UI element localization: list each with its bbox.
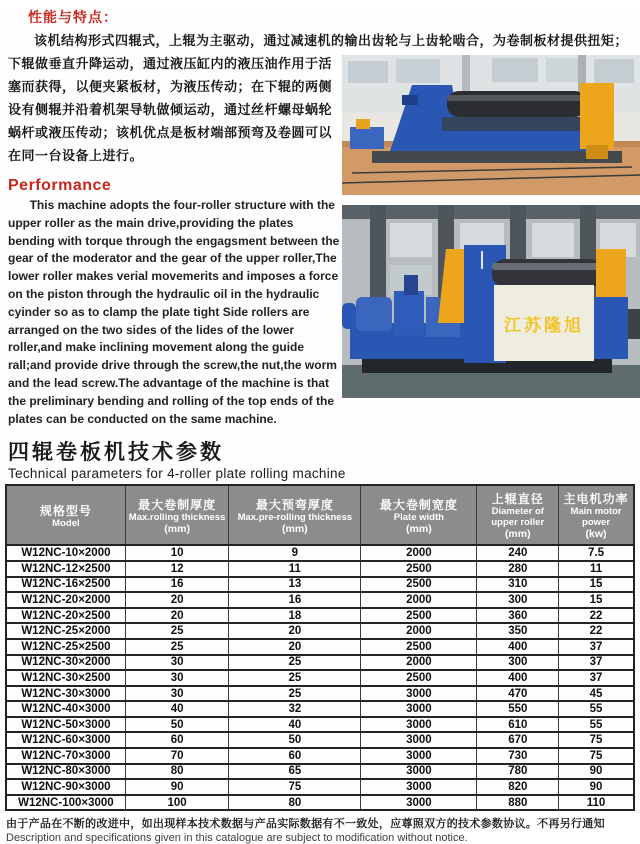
table-row: [6, 717, 634, 733]
table-row: [6, 764, 634, 780]
table-row: [6, 545, 634, 561]
table-cell: 2000: [361, 545, 477, 561]
table-cell: 30: [125, 670, 229, 686]
table-cell: 780: [477, 764, 559, 780]
column-header: 最大预弯厚度 Max.pre-rolling thickness (mm): [229, 485, 361, 545]
parameters-table: [5, 484, 635, 811]
upper-roller: [447, 91, 587, 117]
table-cell: 25: [125, 623, 229, 639]
table-cell: 37: [559, 670, 634, 686]
table-cell: W12NC-20×2000: [6, 592, 125, 608]
table-cell: 2500: [361, 670, 477, 686]
catalog-page: [0, 7, 640, 844]
table-cell: 20: [125, 608, 229, 624]
table-cell: 3000: [361, 686, 477, 702]
table-cell: 2000: [361, 623, 477, 639]
table-cell: 55: [559, 701, 634, 717]
table-cell: W12NC-40×3000: [6, 701, 125, 717]
table-cell: 65: [229, 764, 361, 780]
table-cell: W12NC-20×2500: [6, 608, 125, 624]
table-cell: W12NC-70×3000: [6, 748, 125, 764]
table-cell: 37: [559, 655, 634, 671]
table-row: [6, 608, 634, 624]
photo-column: [340, 52, 640, 398]
intro-paragraph-line1: 该机结构形式四辊式，上辊为主驱动，通过减速机的输出齿轮与上齿轮啮合，为卷制板材提供扭矩；: [34, 33, 629, 48]
table-cell: 3000: [361, 701, 477, 717]
table-cell: 880: [477, 795, 559, 811]
table-cell: W12NC-90×3000: [6, 779, 125, 795]
table-cell: 13: [229, 577, 361, 593]
table-cell: W12NC-60×3000: [6, 732, 125, 748]
machine-photo-branded: [342, 205, 640, 398]
table-cell: 110: [559, 795, 634, 811]
table-cell: W12NC-30×3000: [6, 686, 125, 702]
table-cell: W12NC-80×3000: [6, 764, 125, 780]
table-cell: 670: [477, 732, 559, 748]
table-row: [6, 779, 634, 795]
footer-note-zh: 由于产品在不断的改进中，如出现样本技术数据与产品实际数据有不一致处，应尊照双方的技术参数协议。不再另行通知: [6, 818, 605, 831]
table-cell: 550: [477, 701, 559, 717]
table-cell: 90: [125, 779, 229, 795]
table-cell: 90: [559, 764, 634, 780]
table-cell: 3000: [361, 764, 477, 780]
table-cell: 20: [229, 623, 361, 639]
table-cell: 11: [229, 561, 361, 577]
table-cell: 18: [229, 608, 361, 624]
table-header-row: [6, 485, 634, 545]
table-cell: 16: [229, 592, 361, 608]
table-cell: 2500: [361, 561, 477, 577]
performance-heading: Performance: [8, 177, 112, 194]
column-header: 最大卷制宽度 Plate width (mm): [361, 485, 477, 545]
column-header: 上辊直径 Diameter of upper roller (mm): [477, 485, 559, 545]
table-cell: 25: [229, 670, 361, 686]
table-cell: 15: [559, 592, 634, 608]
table-cell: 400: [477, 639, 559, 655]
column-header: 规格型号 Model: [6, 485, 125, 545]
column-header: 最大卷制厚度 Max.rolling thickness (mm): [125, 485, 229, 545]
table-cell: W12NC-16×2500: [6, 577, 125, 593]
table-cell: 25: [229, 655, 361, 671]
table-row: [6, 623, 634, 639]
table-cell: 40: [125, 701, 229, 717]
table-cell: W12NC-10×2000: [6, 545, 125, 561]
section-title-en: Technical parameters for 4-roller plate rolling machine: [8, 466, 346, 482]
table-cell: 610: [477, 717, 559, 733]
text-column: [8, 52, 340, 428]
table-cell: 50: [125, 717, 229, 733]
upper-two-column-area: [8, 52, 640, 428]
table-cell: 3000: [361, 779, 477, 795]
table-cell: 350: [477, 623, 559, 639]
table-cell: 3000: [361, 795, 477, 811]
table-cell: 70: [125, 748, 229, 764]
table-body: [6, 545, 634, 810]
table-cell: W12NC-30×2000: [6, 655, 125, 671]
table-cell: 2500: [361, 639, 477, 655]
table-cell: 300: [477, 592, 559, 608]
section-title-zh: 四辊卷板机技术参数: [8, 441, 224, 465]
table-cell: 40: [229, 717, 361, 733]
table-cell: 16: [125, 577, 229, 593]
table-cell: 240: [477, 545, 559, 561]
table-cell: 32: [229, 701, 361, 717]
table-cell: 75: [559, 732, 634, 748]
table-cell: 20: [229, 639, 361, 655]
column-header: 主电机功率 Main motor power (kw): [559, 485, 634, 545]
table-cell: 55: [559, 717, 634, 733]
table-cell: 100: [125, 795, 229, 811]
table-row: [6, 686, 634, 702]
table-row: [6, 748, 634, 764]
table-cell: 7.5: [559, 545, 634, 561]
table-cell: 22: [559, 608, 634, 624]
performance-paragraph: This machine adopts the four-roller structure with the upper roller as the main drive,providing the plates bending with torque through the engagsment between the gear of the moderator and the gear of the upper roller,The lower roller makes verial movemerits and imposes a force on the piston through the hydraulic oil in the hydraulic cyinder so as to clamp the plate tight Side rollers are arranged on the two sides of the lides of the lower roller,and make inclining movement along the guide rall;and provide drive through the screw,the nut,the worm and the lead screw.The advantage of the machine is that the preliminary bending and rolling of the top ends of the plates can be conducted on the same machine.: [8, 198, 340, 426]
features-heading: 性能与特点：: [28, 9, 118, 25]
yellow-stand: [580, 83, 614, 149]
table-cell: 400: [477, 670, 559, 686]
table-row: [6, 561, 634, 577]
table-cell: 730: [477, 748, 559, 764]
table-row: [6, 701, 634, 717]
table-row: [6, 639, 634, 655]
table-cell: 60: [125, 732, 229, 748]
table-cell: 310: [477, 577, 559, 593]
intro-paragraph-rest: 下辊做垂直升降运动，通过液压缸内的液压油作用于活塞而获得，以便夹紧板材，为液压传动；在下辊的两侧设有侧辊并沿着机架导轨做倾运动，通过丝杆螺母蜗轮蜗杆或液压传动；该机优点是板材端部预弯及卷圆可以在同一台设备上进行。: [8, 56, 333, 163]
table-row: [6, 592, 634, 608]
table-cell: 470: [477, 686, 559, 702]
brand-text: 江苏隆旭: [504, 316, 584, 335]
table-cell: W12NC-25×2500: [6, 639, 125, 655]
table-cell: 25: [125, 639, 229, 655]
table-row: [6, 795, 634, 811]
table-cell: 3000: [361, 732, 477, 748]
table-cell: 3000: [361, 748, 477, 764]
table-cell: W12NC-12×2500: [6, 561, 125, 577]
table-row: [6, 732, 634, 748]
table-cell: 25: [229, 686, 361, 702]
table-cell: 90: [559, 779, 634, 795]
table-cell: 360: [477, 608, 559, 624]
table-cell: 300: [477, 655, 559, 671]
table-cell: 80: [125, 764, 229, 780]
table-cell: 45: [559, 686, 634, 702]
table-cell: 2500: [361, 608, 477, 624]
table-cell: 2500: [361, 577, 477, 593]
table-cell: 12: [125, 561, 229, 577]
table-cell: 3000: [361, 717, 477, 733]
table-cell: 50: [229, 732, 361, 748]
table-cell: 60: [229, 748, 361, 764]
table-cell: 2000: [361, 655, 477, 671]
table-cell: 2000: [361, 592, 477, 608]
yellow-stand: [596, 249, 626, 297]
table-cell: 15: [559, 577, 634, 593]
table-cell: 75: [229, 779, 361, 795]
table-cell: 280: [477, 561, 559, 577]
table-row: [6, 670, 634, 686]
footer-note-en: Description and specifications given in this catalogue are subject to modification without notice.: [6, 832, 468, 844]
table-cell: 75: [559, 748, 634, 764]
machine-photo-workshop: [342, 55, 640, 195]
table-cell: W12NC-25×2000: [6, 623, 125, 639]
table-row: [6, 577, 634, 593]
table-row: [6, 655, 634, 671]
table-cell: W12NC-30×2500: [6, 670, 125, 686]
table-cell: 9: [229, 545, 361, 561]
table-cell: W12NC-100×3000: [6, 795, 125, 811]
footer: [6, 815, 634, 844]
table-cell: 820: [477, 779, 559, 795]
table-cell: 22: [559, 623, 634, 639]
table-cell: W12NC-50×3000: [6, 717, 125, 733]
table-cell: 20: [125, 592, 229, 608]
table-cell: 30: [125, 655, 229, 671]
table-cell: 11: [559, 561, 634, 577]
table-cell: 80: [229, 795, 361, 811]
table-cell: 30: [125, 686, 229, 702]
table-cell: 10: [125, 545, 229, 561]
table-cell: 37: [559, 639, 634, 655]
